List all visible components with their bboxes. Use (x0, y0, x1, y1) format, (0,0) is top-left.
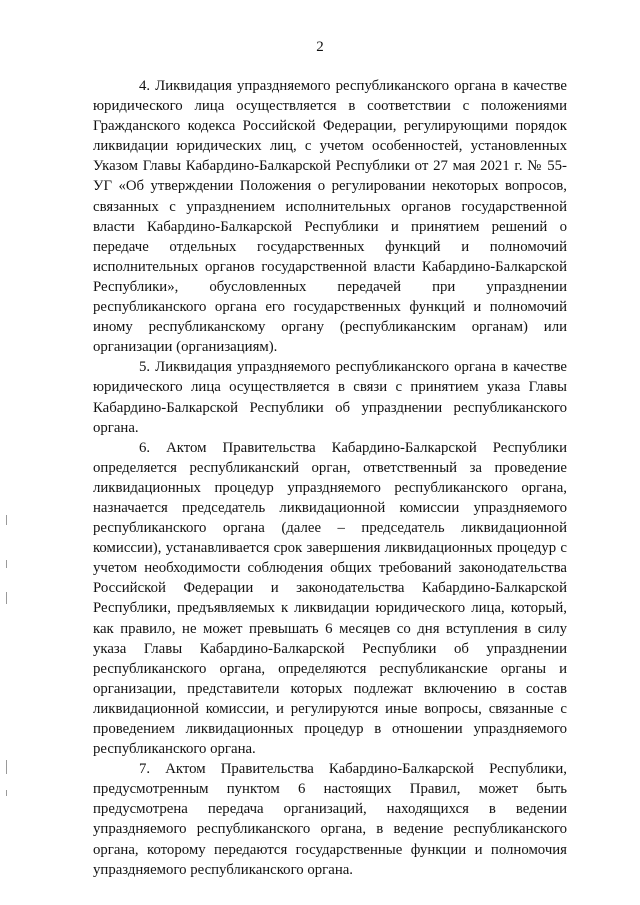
paragraph-4: 4. Ликвидация упраздняемого республиканского органа в качестве юридического лица осуществляется в соответствии с положениями Гражданского кодекса Российской Федерации, регулирующими порядок ликвидации юридических лиц, с учетом особенностей, установленных Указом Главы Кабардино-Балкарской Республики от 27 мая 2021 г. № 55-УГ «Об утверждении Положения о регулировании некоторых вопросов, связанных с упразднением исполнительных органов государственной власти Кабардино-Балкарской Республики и принятием решений о передаче отдельных государственных функций и полномочий исполнительных органов государственной власти Кабардино-Балкарской Республики», обусловленных передачей при упразднении республиканского органа его государственных функций и полномочий иному республиканскому органу (республиканским органам) или организации (организациям). (93, 78, 567, 356)
paragraph-6: 6. Актом Правительства Кабардино-Балкарской Республики определяется республиканский орган, ответственный за проведение ликвидационных процедур упраздняемого республиканского органа, назначается председатель ликвидационной комиссии упраздняемого республиканского органа (далее – председатель ликвидационной комиссии), устанавливается срок завершения ликвидационных процедур с учетом необходимости соблюдения общих требований законодательства Российской Федерации и законодательства Кабардино-Балкарской Республики, предъявляемых к ликвидации юридического лица, который, как правило, не может превышать 6 месяцев со дня вступления в силу указа Главы Кабардино-Балкарской Республики об упразднении республиканского органа, определяются республиканские органы и организации, представители которых подлежат включению в состав ликвидационной комиссии, и регулируются иные вопросы, связанные с проведением ликвидационных процедур в отношении упраздняемого республиканского органа. (93, 439, 567, 758)
paragraph-5: 5. Ликвидация упраздняемого республиканского органа в качестве юридического лица осуществляется в связи с принятием указа Главы Кабардино-Балкарской Республики об упразднении республиканского органа. (93, 359, 567, 436)
document-body (93, 76, 567, 880)
scan-edge-mark (6, 592, 7, 604)
page-number: 2 (316, 39, 324, 55)
scan-edge-mark (6, 790, 7, 796)
scan-edge-mark (6, 760, 7, 774)
paragraph-7: 7. Актом Правительства Кабардино-Балкарской Республики, предусмотренным пунктом 6 настоящих Правил, может быть предусмотрена передача организаций, находящихся в ведении упраздняемого республиканского органа, в ведение республиканского органа, которому передаются государственные функции и полномочия упраздняемого республиканского органа. (93, 761, 567, 878)
scan-edge-mark (6, 515, 7, 525)
scan-edge-mark (6, 560, 7, 568)
